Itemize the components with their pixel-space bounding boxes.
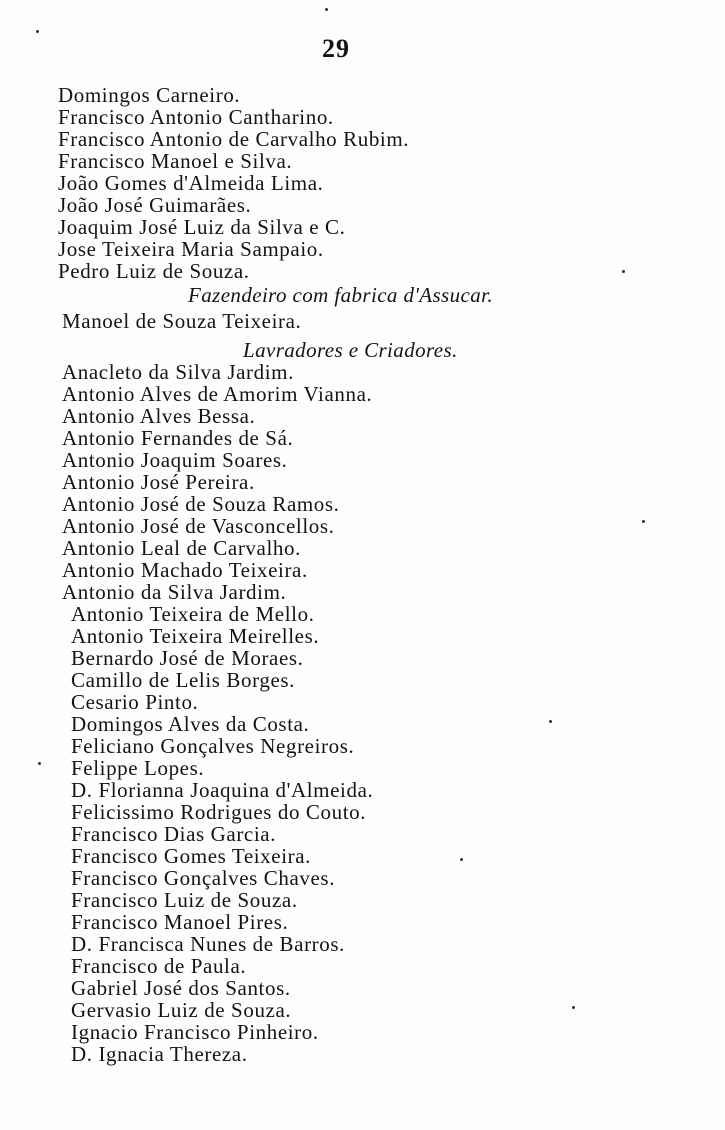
list-item: Francisco Manoel Pires.: [71, 910, 289, 934]
list-item: Manoel de Souza Teixeira.: [62, 309, 302, 333]
list-item: Felippe Lopes.: [71, 756, 205, 780]
list-item: Felicissimo Rodrigues do Couto.: [71, 800, 367, 824]
list-item: Antonio da Silva Jardim.: [62, 580, 287, 604]
name-list-group-3: [62, 361, 372, 603]
list-item: Camillo de Lelis Borges.: [71, 668, 295, 692]
list-item: D. Florianna Joaquina d'Almeida.: [71, 778, 374, 802]
list-item: Antonio Teixeira Meirelles.: [71, 624, 320, 648]
name-list-group-2: [62, 310, 301, 332]
section-heading-lavradores: Lavradores e Criadores.: [243, 338, 458, 362]
scan-speck: [38, 762, 41, 765]
list-item: Francisco Manoel e Silva.: [58, 149, 293, 173]
list-item: Bernardo José de Moraes.: [71, 646, 304, 670]
list-item: Francisco Antonio Cantharino.: [58, 105, 334, 129]
scan-speck: [325, 8, 328, 11]
list-item: Feliciano Gonçalves Negreiros.: [71, 734, 355, 758]
list-item: Domingos Carneiro.: [58, 83, 241, 107]
scan-speck: [460, 858, 463, 861]
list-item: Francisco Gonçalves Chaves.: [71, 866, 336, 890]
list-item: Antonio José de Souza Ramos.: [62, 492, 340, 516]
list-item: Francisco Luiz de Souza.: [71, 888, 298, 912]
scan-speck: [622, 270, 625, 273]
list-item: Jose Teixeira Maria Sampaio.: [58, 237, 324, 261]
list-item: Cesario Pinto.: [71, 690, 199, 714]
scan-speck: [642, 520, 645, 523]
name-list-group-1: [58, 84, 409, 282]
list-item: Gabriel José dos Santos.: [71, 976, 291, 1000]
list-item: Antonio Alves de Amorim Vianna.: [62, 382, 373, 406]
list-item: Antonio José de Vasconcellos.: [62, 514, 335, 538]
list-item: João Gomes d'Almeida Lima.: [58, 171, 324, 195]
list-item: Antonio Machado Teixeira.: [62, 558, 308, 582]
list-item: Antonio Fernandes de Sá.: [62, 426, 294, 450]
list-item: Francisco de Paula.: [71, 954, 247, 978]
list-item: Pedro Luiz de Souza.: [58, 259, 250, 283]
section-heading-fazendeiro: Fazendeiro com fabrica d'Assucar.: [188, 283, 494, 307]
list-item: Antonio Joaquim Soares.: [62, 448, 288, 472]
list-item: João José Guimarães.: [58, 193, 252, 217]
list-item: Gervasio Luiz de Souza.: [71, 998, 292, 1022]
list-item: Anacleto da Silva Jardim.: [62, 360, 294, 384]
list-item: Antonio José Pereira.: [62, 470, 255, 494]
page-number: 29: [322, 34, 350, 63]
scan-speck: [549, 720, 552, 723]
list-item: Antonio Leal de Carvalho.: [62, 536, 301, 560]
scan-speck: [36, 30, 39, 33]
list-item: D. Francisca Nunes de Barros.: [71, 932, 345, 956]
list-item: Joaquim José Luiz da Silva e C.: [58, 215, 346, 239]
list-item: D. Ignacia Thereza.: [71, 1042, 248, 1066]
list-item: Francisco Dias Garcia.: [71, 822, 277, 846]
name-list-group-4: [71, 603, 373, 1065]
list-item: Antonio Teixeira de Mello.: [71, 602, 315, 626]
list-item: Antonio Alves Bessa.: [62, 404, 256, 428]
scan-speck: [572, 1006, 575, 1009]
list-item: Francisco Gomes Teixeira.: [71, 844, 311, 868]
list-item: Ignacio Francisco Pinheiro.: [71, 1020, 319, 1044]
list-item: Francisco Antonio de Carvalho Rubim.: [58, 127, 410, 151]
list-item: Domingos Alves da Costa.: [71, 712, 310, 736]
